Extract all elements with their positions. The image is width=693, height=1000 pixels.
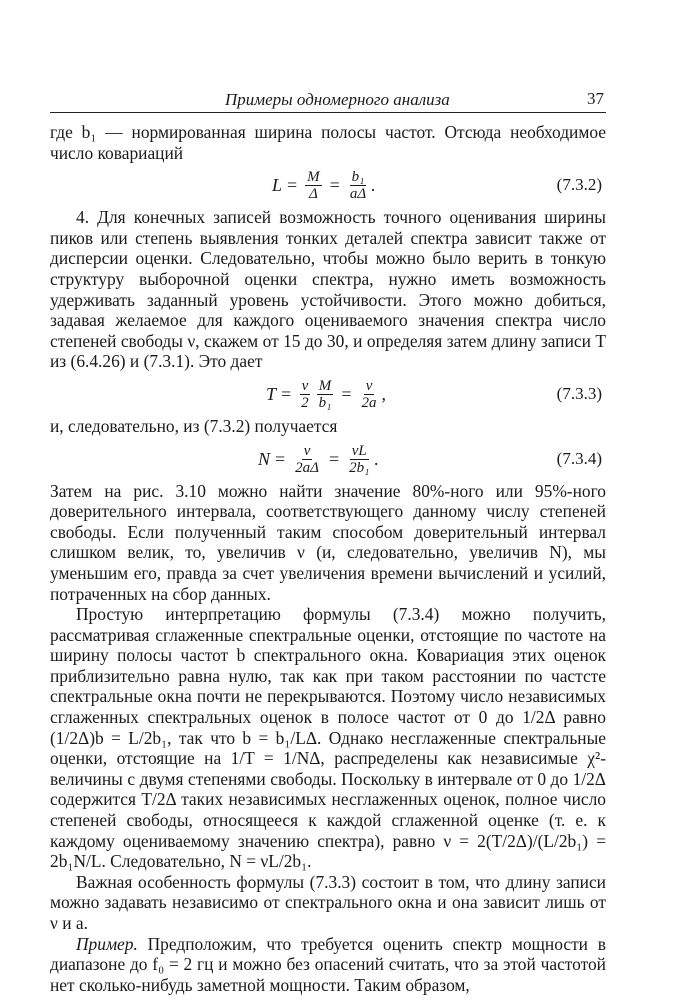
eq-fraction <box>293 443 321 476</box>
eq-punct: . <box>371 175 376 196</box>
equation-7-3-3 <box>50 372 606 416</box>
eq-equals: = <box>281 384 292 405</box>
eq-lhs: N <box>258 448 271 469</box>
paragraph-4: Затем на рис. 3.10 можно найти значение 80%-ного или 95%-ного доверительного интервала, соответствующего данному числу степеней свободы. Если полученный таким способом доверительный интервал слишком велик, то, увеличив ν (и, следовательно, увеличив N), мы уменьшим его, правда за счет увеличения времени вычислений и усилий, потраченных на сбор данных. <box>50 480 606 604</box>
paragraph-1: где b₁ — нормированная ширина полосы частот. Отсюда необходимое число ковариаций <box>50 122 606 163</box>
paragraph-5: Простую интерпретацию формулы (7.3.4) можно получить, рассматривая сглаженные спектральные оценки, отстоящие по частоте на ширину полосы частот b спектрального окна. Ковариация этих оценок приблизительно равна нулю, так как при таком расстоянии по частсте спектральные окна почти не перекрываются. Поэтому число независимых сглаженных спектральных оценок в полосе частот от 0 до 1/2Δ равно (1/2Δ)b = L/2b₁, так что b = b₁/LΔ. Однако несглаженные спектральные оценки, отстоящие на 1/T = 1/NΔ, распределены как независимые χ²-величины с двумя степенями свободы. Поскольку в интервале от 0 до 1/2Δ содержится T/2Δ таких независимых несглаженных оценок, полное число степеней свободы, относящееся к каждой сглаженной оценке (т. е. к каждому оцениваемому значению спектра), равно ν = 2(T/2Δ)/(L/2b₁) = 2b₁N/L. Следовательно, N = νL/2b₁. <box>50 604 606 872</box>
eq-fraction <box>360 378 379 411</box>
eq-fraction <box>317 378 334 411</box>
frac-denominator: aΔ <box>349 186 367 203</box>
frac-denominator: 2 <box>301 394 309 411</box>
frac-numerator: b₁ <box>351 169 365 186</box>
example-text: Предположим, что требуется оценить спектр мощности в диапазоне до f₀ = 2 гц и можно без опасений считать, что за этой частотой нет сколько-нибудь заметной мощности. Таким образом, <box>50 933 606 995</box>
equation-number: (7.3.4) <box>556 448 602 468</box>
frac-denominator: Δ <box>309 186 318 203</box>
eq-fraction <box>348 169 368 202</box>
eq-equals: = <box>341 384 352 405</box>
frac-denominator: 2a <box>361 394 377 411</box>
frac-numerator: ν <box>365 377 373 394</box>
frac-denominator: 2b₁ <box>349 459 370 476</box>
eq-lhs: T <box>266 384 277 405</box>
eq-equals: = <box>329 175 340 196</box>
eq-equals: = <box>275 448 286 469</box>
frac-numerator: M <box>318 377 332 394</box>
paragraph-6: Важная особенность формулы (7.3.3) состоит в том, что длину записи можно задавать независимо от спектрального окна и она зависит лишь от ν и a. <box>50 871 606 933</box>
frac-denominator: b₁ <box>318 394 332 411</box>
eq-equals: = <box>287 175 298 196</box>
frac-numerator: ν <box>301 377 309 394</box>
eq-punct: . <box>374 448 379 469</box>
paragraph-3: и, следовательно, из (7.3.2) получается <box>50 415 338 436</box>
equation-formula <box>272 169 376 202</box>
running-title: Примеры одномерного анализа <box>225 90 450 109</box>
eq-fraction <box>299 378 311 411</box>
running-header <box>50 86 606 113</box>
frac-numerator: M <box>307 169 320 186</box>
eq-fraction <box>305 169 322 202</box>
paragraph-7 <box>50 934 606 996</box>
equation-7-3-2 <box>50 163 606 207</box>
frac-numerator: ν <box>303 442 311 459</box>
example-lead: Пример. <box>76 933 138 954</box>
body-text <box>50 122 606 995</box>
eq-fraction <box>347 443 371 476</box>
equation-number: (7.3.2) <box>556 175 602 195</box>
frac-numerator: νL <box>351 442 367 459</box>
eq-equals: = <box>328 448 340 469</box>
equation-number: (7.3.3) <box>556 383 602 403</box>
paragraph-2: 4. Для конечных записей возможность точного оценивания ширины пиков или степень выявления тонких деталей спектра зависит также от дисперсии оценки. Следовательно, чтобы можно было верить в тонкую структуру выборочной оценки спектра, нужно иметь возможность удерживать заданный уровень устойчивости. Этого можно добиться, задавая желаемое для каждого оцениваемого значения спектра число степеней свободы ν, скажем от 15 до 30, и определяя затем длину записи T из (6.4.26) и (7.3.1). Это дает <box>50 207 606 372</box>
equation-formula <box>258 443 379 476</box>
equation-formula <box>266 378 386 411</box>
equation-7-3-4 <box>50 437 606 481</box>
eq-lhs: L <box>272 175 283 196</box>
eq-punct: , <box>381 384 387 405</box>
frac-denominator: 2aΔ <box>295 459 319 476</box>
page-number: 37 <box>587 89 604 108</box>
